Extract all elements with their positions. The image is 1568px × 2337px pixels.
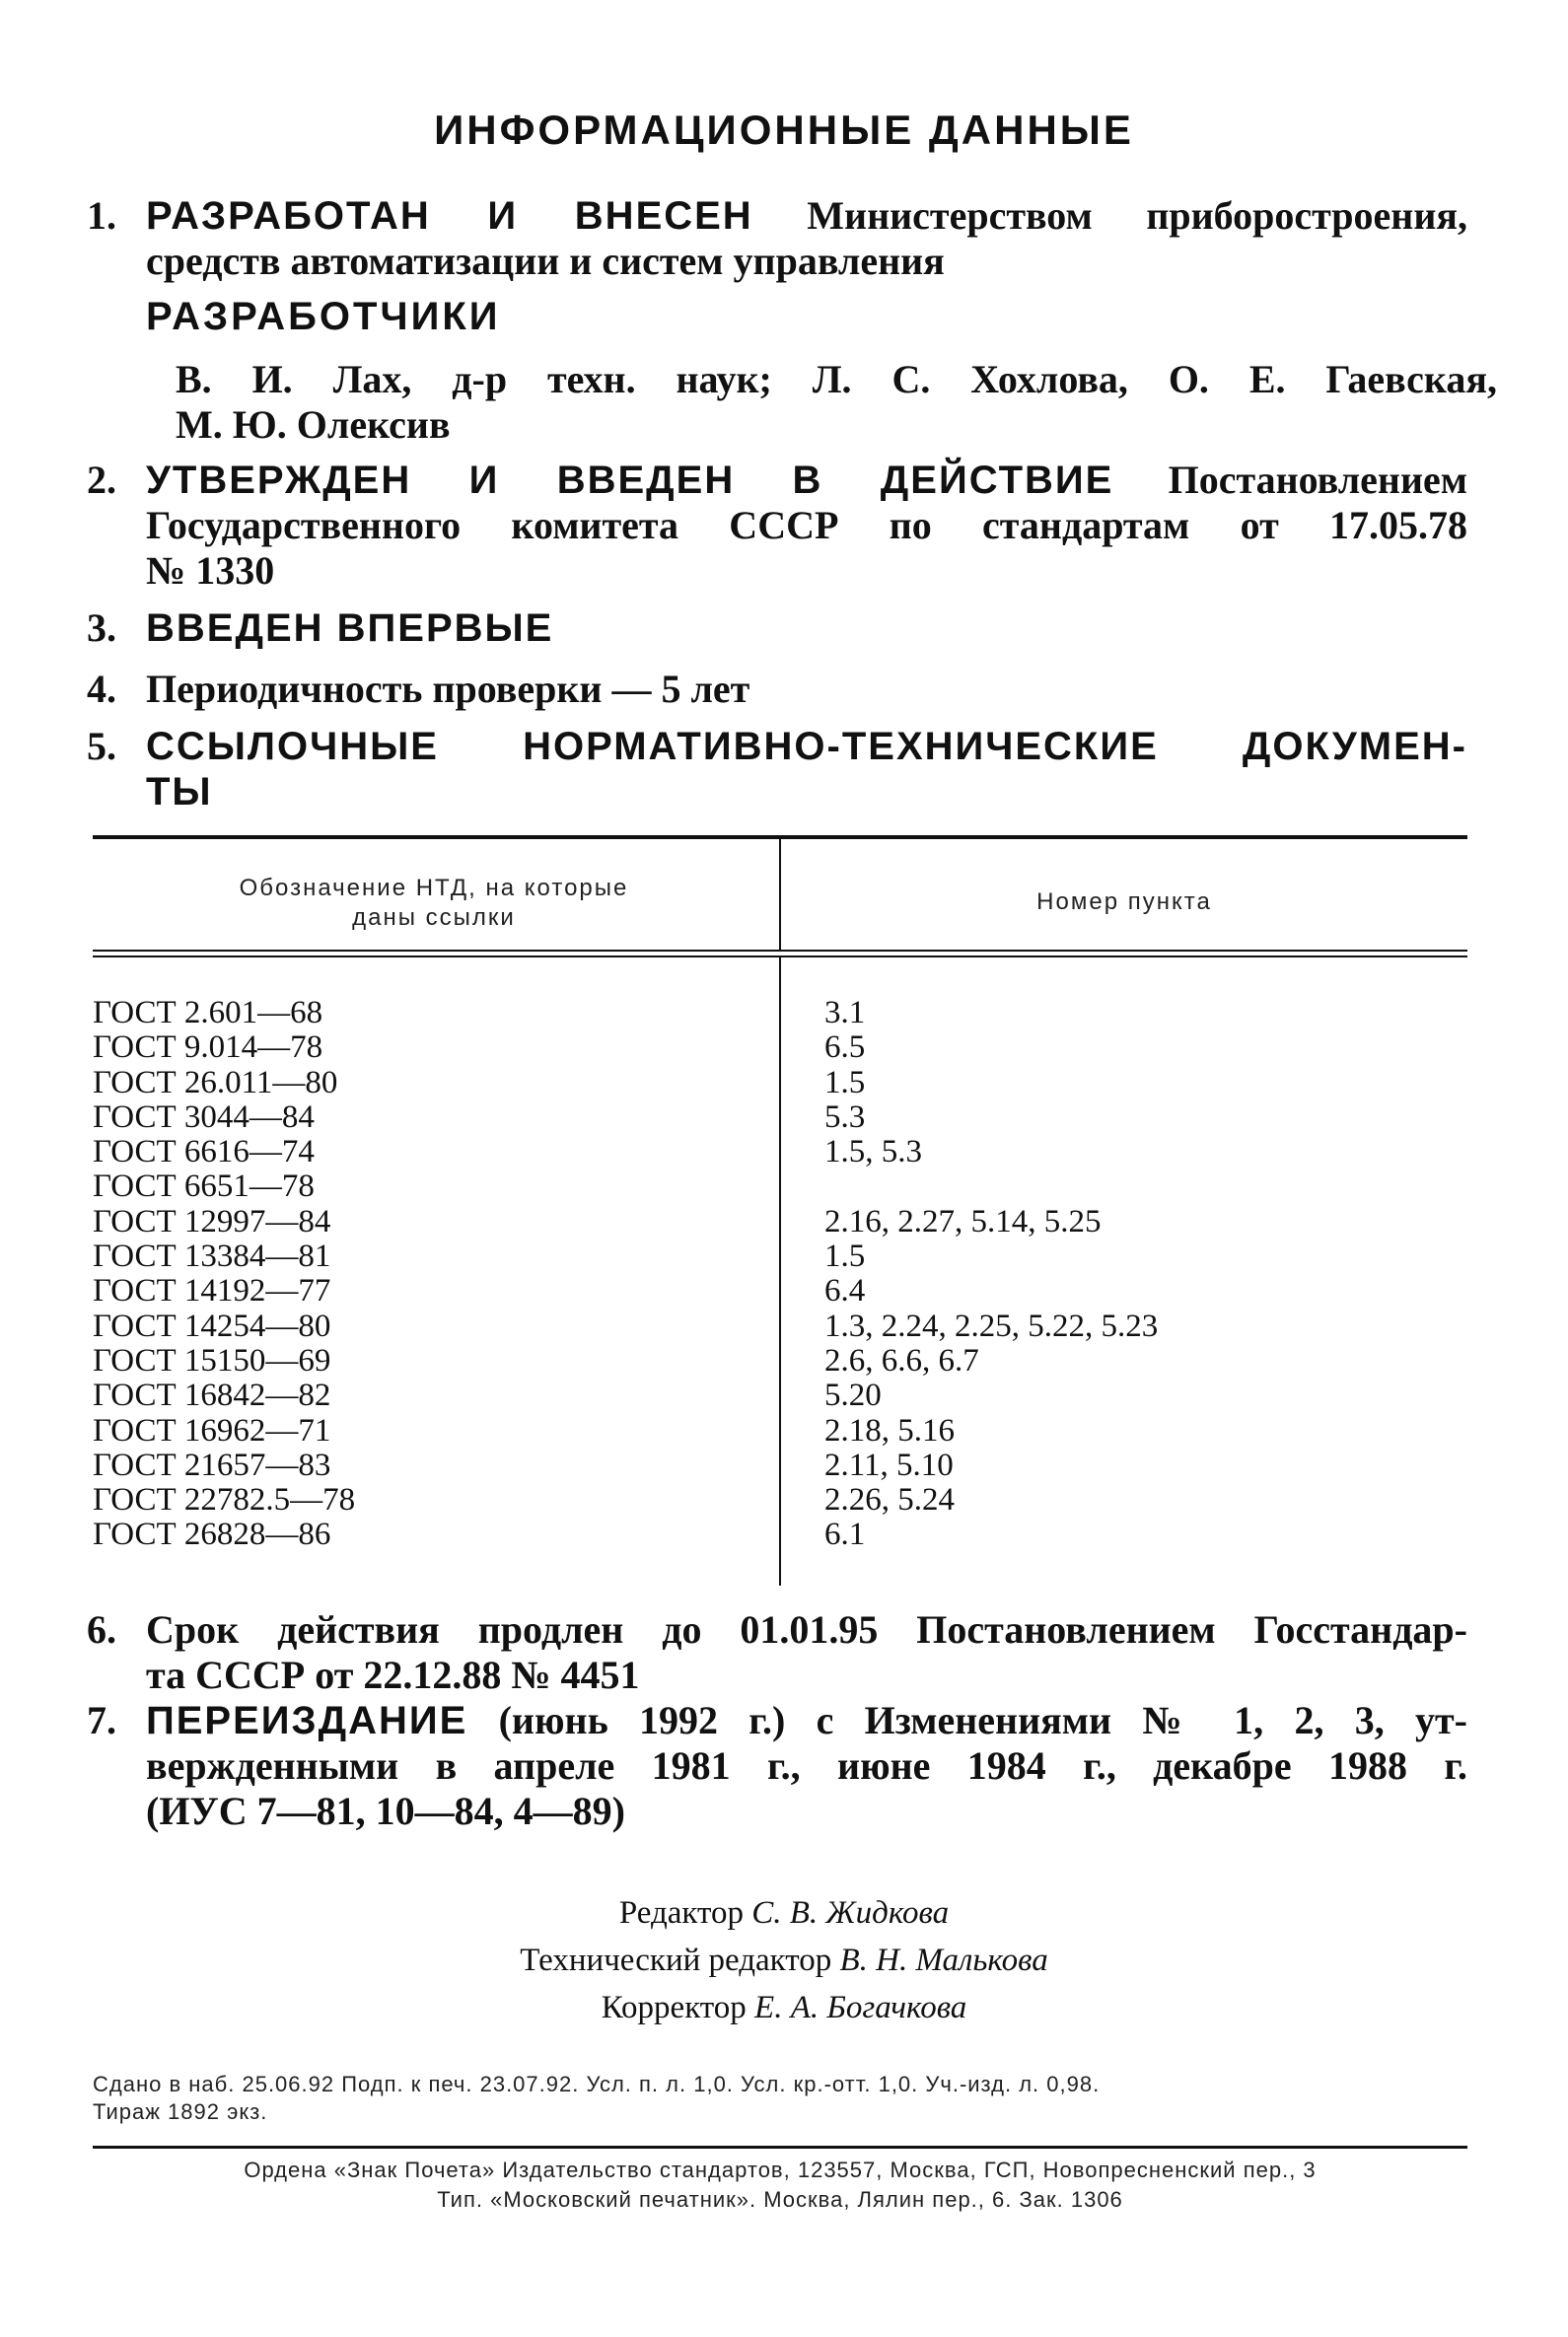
item-2-line-1-rest: Постановлением (1168, 458, 1468, 502)
corrector-name: Е. А. Богачкова (754, 1990, 967, 2025)
item-1-line-1-rest: Министерством приборостроения, (807, 193, 1468, 238)
table-header-right: Номер пункта (1036, 888, 1212, 915)
table-row-doc: ГОСТ 3044—84 (93, 1098, 315, 1135)
publisher-line-2: Тип. «Московский печатник». Москва, Лялин пер., 6. Зак. 1306 (437, 2187, 1123, 2212)
table-row-ref: 2.26, 5.24 (824, 1482, 955, 1519)
table-row-ref: 1.5, 5.3 (824, 1134, 922, 1170)
item-number: 4. (87, 667, 116, 711)
editor-label: Редактор (618, 1895, 745, 1931)
item-7-lead: ПЕРЕИЗДАНИЕ (146, 1699, 468, 1742)
item-number: 3. (87, 605, 116, 650)
item-2-lead: УТВЕРЖДЕН И ВВЕДЕН В ДЕЙСТВИЕ (146, 459, 1114, 502)
table-row-ref: 2.18, 5.16 (824, 1412, 955, 1449)
item-1 (87, 193, 1467, 284)
imprint-line-1: Сдано в наб. 25.06.92 Подп. к печ. 23.07.92. Усл. п. л. 1,0. Усл. кр.-отт. 1,0. Уч.-изд. л. 0,98. (93, 2072, 1101, 2096)
table-row-doc: ГОСТ 14254—80 (93, 1308, 331, 1344)
editor-line (0, 1889, 1568, 1937)
table-row-ref: 2.6, 6.6, 6.7 (824, 1342, 979, 1379)
table-row-ref: 6.1 (824, 1517, 866, 1553)
table-ref-column (824, 996, 1456, 1553)
tech-editor-line (0, 1937, 1568, 1984)
table-row-doc: ГОСТ 9.014—78 (93, 1029, 323, 1066)
table-row-doc: ГОСТ 22782.5—78 (93, 1482, 356, 1519)
item-1-line-2: средств автоматизации и систем управления (146, 239, 945, 283)
table-row-doc: ГОСТ 2.601—68 (93, 995, 323, 1030)
developers-heading: РАЗРАБОТЧИКИ (146, 295, 501, 338)
item-7-line-2: вержденными в апреле 1981 г., июне 1984 г., декабре 1988 г. (146, 1743, 1467, 1788)
item-2-line-3: № 1330 (146, 548, 275, 593)
item-3 (87, 605, 1467, 651)
item-2-line-1 (146, 458, 1467, 503)
table-row-ref: 1.5 (824, 1064, 866, 1100)
editor-name: С. В. Жидкова (751, 1895, 950, 1931)
item-1-line-1 (146, 193, 1467, 239)
table-header-left-line-1: Обозначение НТД, на которые (239, 875, 629, 901)
table-row-ref: 3.1 (824, 995, 866, 1030)
item-4-text: Периодичность проверки — 5 лет (146, 667, 750, 711)
developers-list (176, 357, 1497, 448)
item-5-line-1: ССЫЛОЧНЫЕ НОРМАТИВНО-ТЕХНИЧЕСКИЕ ДОКУМЕН- (146, 725, 1467, 768)
item-6-line-1: Срок действия продлен до 01.01.95 Постановлением Госстандар- (146, 1607, 1467, 1652)
item-number: 5. (87, 724, 116, 768)
publisher-info (93, 2156, 1467, 2215)
item-number: 6. (87, 1607, 116, 1652)
table-row-doc: ГОСТ 16842—82 (93, 1378, 331, 1414)
item-number: 7. (87, 1698, 116, 1742)
publisher-rule (93, 2146, 1467, 2149)
table-row-doc: ГОСТ 12997—84 (93, 1203, 331, 1239)
item-6 (87, 1607, 1467, 1698)
table-row-doc: ГОСТ 26.011—80 (93, 1064, 338, 1100)
table-header-left (108, 874, 759, 933)
table-row-doc: ГОСТ 13384—81 (93, 1239, 331, 1275)
item-7-line-1-rest: (июнь 1992 г.) с Изменениями № 1, 2, 3, ут- (498, 1698, 1467, 1742)
developers-line-1: В. И. Лах, д-р техн. наук; Л. С. Хохлова, О. Е. Гаевская, (176, 357, 1497, 401)
table-header-left-line-2: даны ссылки (352, 904, 516, 931)
table-row-ref: 5.20 (824, 1378, 882, 1414)
item-7-line-3: (ИУС 7—81, 10—84, 4—89) (146, 1789, 625, 1833)
table-header-rule-1 (93, 950, 1467, 952)
table-row-doc: ГОСТ 14192—77 (93, 1273, 331, 1310)
item-number: 1. (87, 193, 116, 238)
tech-editor-name: В. Н. Малькова (839, 1943, 1048, 1978)
table-row-ref: 5.3 (824, 1098, 866, 1135)
table-body-divider (779, 957, 781, 1586)
table-row-doc: ГОСТ 15150—69 (93, 1342, 331, 1379)
publisher-line-1: Ордена «Знак Почета» Издательство стандартов, 123557, Москва, ГСП, Новопресненский пер., 3 (244, 2158, 1317, 2182)
table-doc-column (93, 996, 763, 1553)
table-row-doc: ГОСТ 26828—86 (93, 1517, 331, 1553)
imprint (93, 2071, 1467, 2126)
table-row-ref: 1.5 (824, 1239, 866, 1275)
corrector-label: Корректор (601, 1990, 747, 2025)
table-row-ref: 2.11, 5.10 (824, 1447, 954, 1483)
item-1-lead: РАЗРАБОТАН И ВНЕСЕН (146, 194, 753, 238)
credits (0, 1889, 1568, 2031)
item-2-line-2: Государственного комитета СССР по стандартам от 17.05.78 (146, 503, 1467, 547)
corrector-line (0, 1984, 1568, 2031)
table-row-doc: ГОСТ 6651—78 (93, 1168, 315, 1205)
item-number: 2. (87, 458, 116, 502)
table-row-doc: ГОСТ 16962—71 (93, 1412, 331, 1449)
table-row-ref: 6.5 (824, 1029, 866, 1066)
item-6-line-2: та СССР от 22.12.88 № 4451 (146, 1653, 640, 1697)
item-5 (87, 724, 1467, 814)
table-row-doc: ГОСТ 21657—83 (93, 1447, 331, 1483)
imprint-line-2: Тираж 1892 экз. (93, 2099, 268, 2124)
page-title: ИНФОРМАЦИОННЫЕ ДАННЫЕ (434, 106, 1134, 153)
item-3-text: ВВЕДЕН ВПЕРВЫЕ (146, 606, 554, 650)
item-2 (87, 458, 1467, 594)
item-4 (87, 667, 1467, 712)
item-5-line-2: ТЫ (146, 770, 213, 814)
table-row-doc: ГОСТ 6616—74 (93, 1134, 315, 1170)
table-header-divider (779, 839, 781, 950)
table-row-ref: 1.3, 2.24, 2.25, 5.22, 5.23 (824, 1308, 1159, 1344)
tech-editor-label: Технический редактор (520, 1943, 832, 1978)
developers-line-2: М. Ю. Олексив (176, 402, 451, 447)
item-7 (87, 1698, 1467, 1834)
table-row-ref (824, 1169, 1456, 1204)
item-7-line-1 (146, 1698, 1467, 1743)
table-row-ref: 2.16, 2.27, 5.14, 5.25 (824, 1203, 1102, 1239)
table-row-ref: 6.4 (824, 1273, 866, 1310)
